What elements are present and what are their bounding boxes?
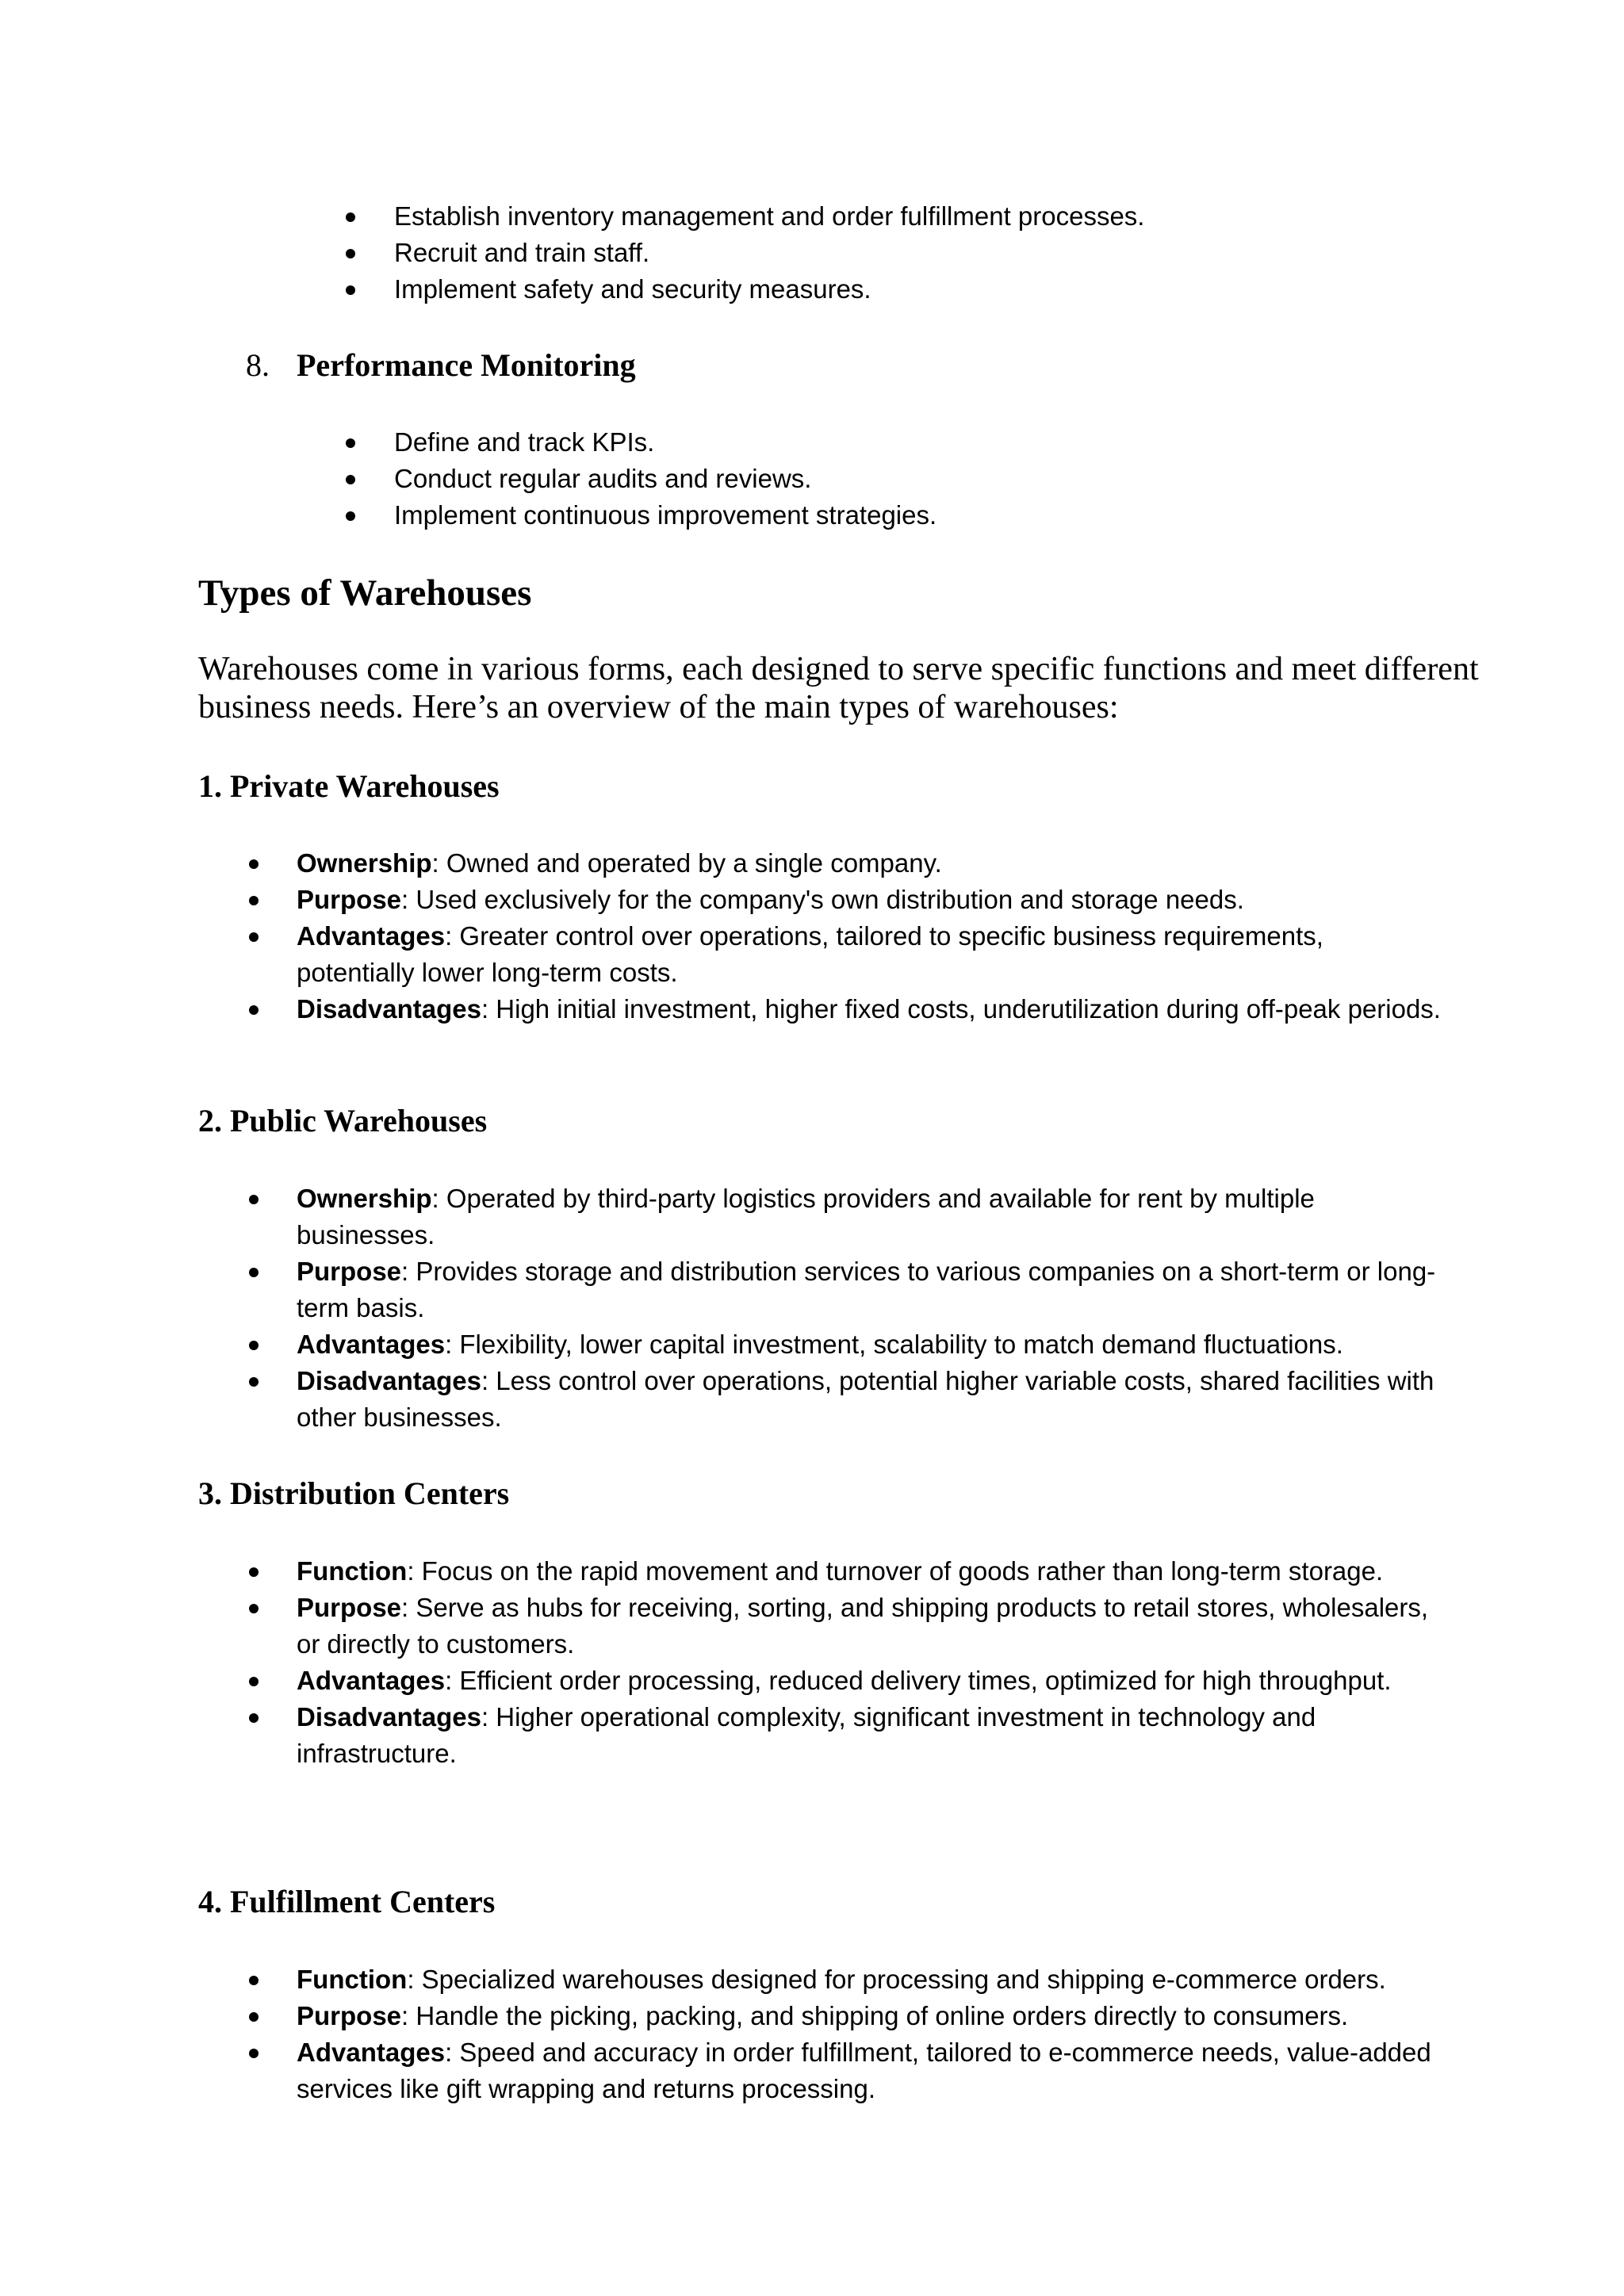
list-item: Advantages: Efficient order processing, reduced delivery times, optimized for high throughput. bbox=[297, 1663, 1446, 1699]
bullet-icon bbox=[249, 1567, 259, 1577]
bullet-icon bbox=[249, 1377, 259, 1387]
list-item: Conduct regular audits and reviews. bbox=[394, 461, 1504, 497]
list-item: Purpose: Used exclusively for the company's own distribution and storage needs. bbox=[297, 882, 1446, 918]
intro-paragraph: Warehouses come in various forms, each designed to serve specific functions and meet different business needs. Here’s an overview of the main types of warehouses: bbox=[198, 651, 1479, 725]
bullet-icon bbox=[249, 1005, 259, 1015]
list-item: Function: Specialized warehouses designed for processing and shipping e-commerce orders. bbox=[297, 1961, 1446, 1998]
public-warehouses-list bbox=[297, 1181, 1446, 1436]
list-item: Recruit and train staff. bbox=[394, 235, 1504, 271]
private-warehouses-list bbox=[297, 845, 1446, 1027]
bullet-icon bbox=[346, 511, 355, 521]
list-item: Establish inventory management and order fulfillment processes. bbox=[394, 198, 1504, 235]
bullet-icon bbox=[249, 1976, 259, 1985]
list-item: Disadvantages: High initial investment, higher fixed costs, underutilization during off-peak periods. bbox=[297, 991, 1446, 1027]
bullet-icon bbox=[346, 212, 355, 222]
list-item: Advantages: Speed and accuracy in order fulfillment, tailored to e-commerce needs, value-added services like gift wrapping and returns processing. bbox=[297, 2034, 1446, 2107]
list-item: Implement safety and security measures. bbox=[394, 271, 1504, 308]
subheading-distribution-centers: 3. Distribution Centers bbox=[198, 1475, 510, 1511]
list-item: Define and track KPIs. bbox=[394, 424, 1504, 461]
setup-tasks-list bbox=[394, 198, 1504, 308]
bullet-icon bbox=[249, 1268, 259, 1277]
list-item: Purpose: Provides storage and distribution services to various companies on a short-term or long-term basis. bbox=[297, 1253, 1446, 1326]
list-item: Function: Focus on the rapid movement and turnover of goods rather than long-term storage. bbox=[297, 1553, 1446, 1590]
step-number: 8. bbox=[246, 347, 270, 383]
list-item: Purpose: Serve as hubs for receiving, sorting, and shipping products to retail stores, wholesalers, or directly to customers. bbox=[297, 1590, 1446, 1663]
bullet-icon bbox=[249, 859, 259, 869]
bullet-icon bbox=[249, 1195, 259, 1204]
list-item: Advantages: Greater control over operations, tailored to specific business requirements, potentially lower long-term costs. bbox=[297, 918, 1446, 991]
bullet-icon bbox=[249, 1677, 259, 1686]
bullet-icon bbox=[346, 475, 355, 484]
fulfillment-centers-list bbox=[297, 1961, 1446, 2107]
bullet-icon bbox=[249, 1604, 259, 1613]
bullet-icon bbox=[346, 438, 355, 448]
list-item: Implement continuous improvement strategies. bbox=[394, 497, 1504, 534]
subheading-private-warehouses: 1. Private Warehouses bbox=[198, 768, 500, 804]
section-title: Types of Warehouses bbox=[198, 572, 532, 614]
bullet-icon bbox=[346, 285, 355, 295]
bullet-icon bbox=[249, 2049, 259, 2058]
step-heading-performance-monitoring bbox=[246, 346, 636, 385]
bullet-icon bbox=[249, 896, 259, 905]
performance-monitoring-list bbox=[394, 424, 1504, 534]
bullet-icon bbox=[249, 1713, 259, 1723]
subheading-fulfillment-centers: 4. Fulfillment Centers bbox=[198, 1884, 496, 1919]
bullet-icon bbox=[249, 932, 259, 942]
step-title: Performance Monitoring bbox=[297, 347, 636, 383]
distribution-centers-list bbox=[297, 1553, 1446, 1772]
bullet-icon bbox=[249, 2012, 259, 2022]
list-item: Ownership: Owned and operated by a single company. bbox=[297, 845, 1446, 882]
list-item: Purpose: Handle the picking, packing, and shipping of online orders directly to consumers. bbox=[297, 1998, 1446, 2034]
bullet-icon bbox=[346, 249, 355, 258]
list-item: Disadvantages: Higher operational complexity, significant investment in technology and infrastructure. bbox=[297, 1699, 1446, 1772]
list-item: Disadvantages: Less control over operations, potential higher variable costs, shared facilities with other businesses. bbox=[297, 1363, 1446, 1436]
subheading-public-warehouses: 2. Public Warehouses bbox=[198, 1103, 488, 1138]
list-item: Ownership: Operated by third-party logistics providers and available for rent by multiple businesses. bbox=[297, 1181, 1446, 1253]
bullet-icon bbox=[249, 1341, 259, 1350]
list-item: Advantages: Flexibility, lower capital investment, scalability to match demand fluctuations. bbox=[297, 1326, 1446, 1363]
